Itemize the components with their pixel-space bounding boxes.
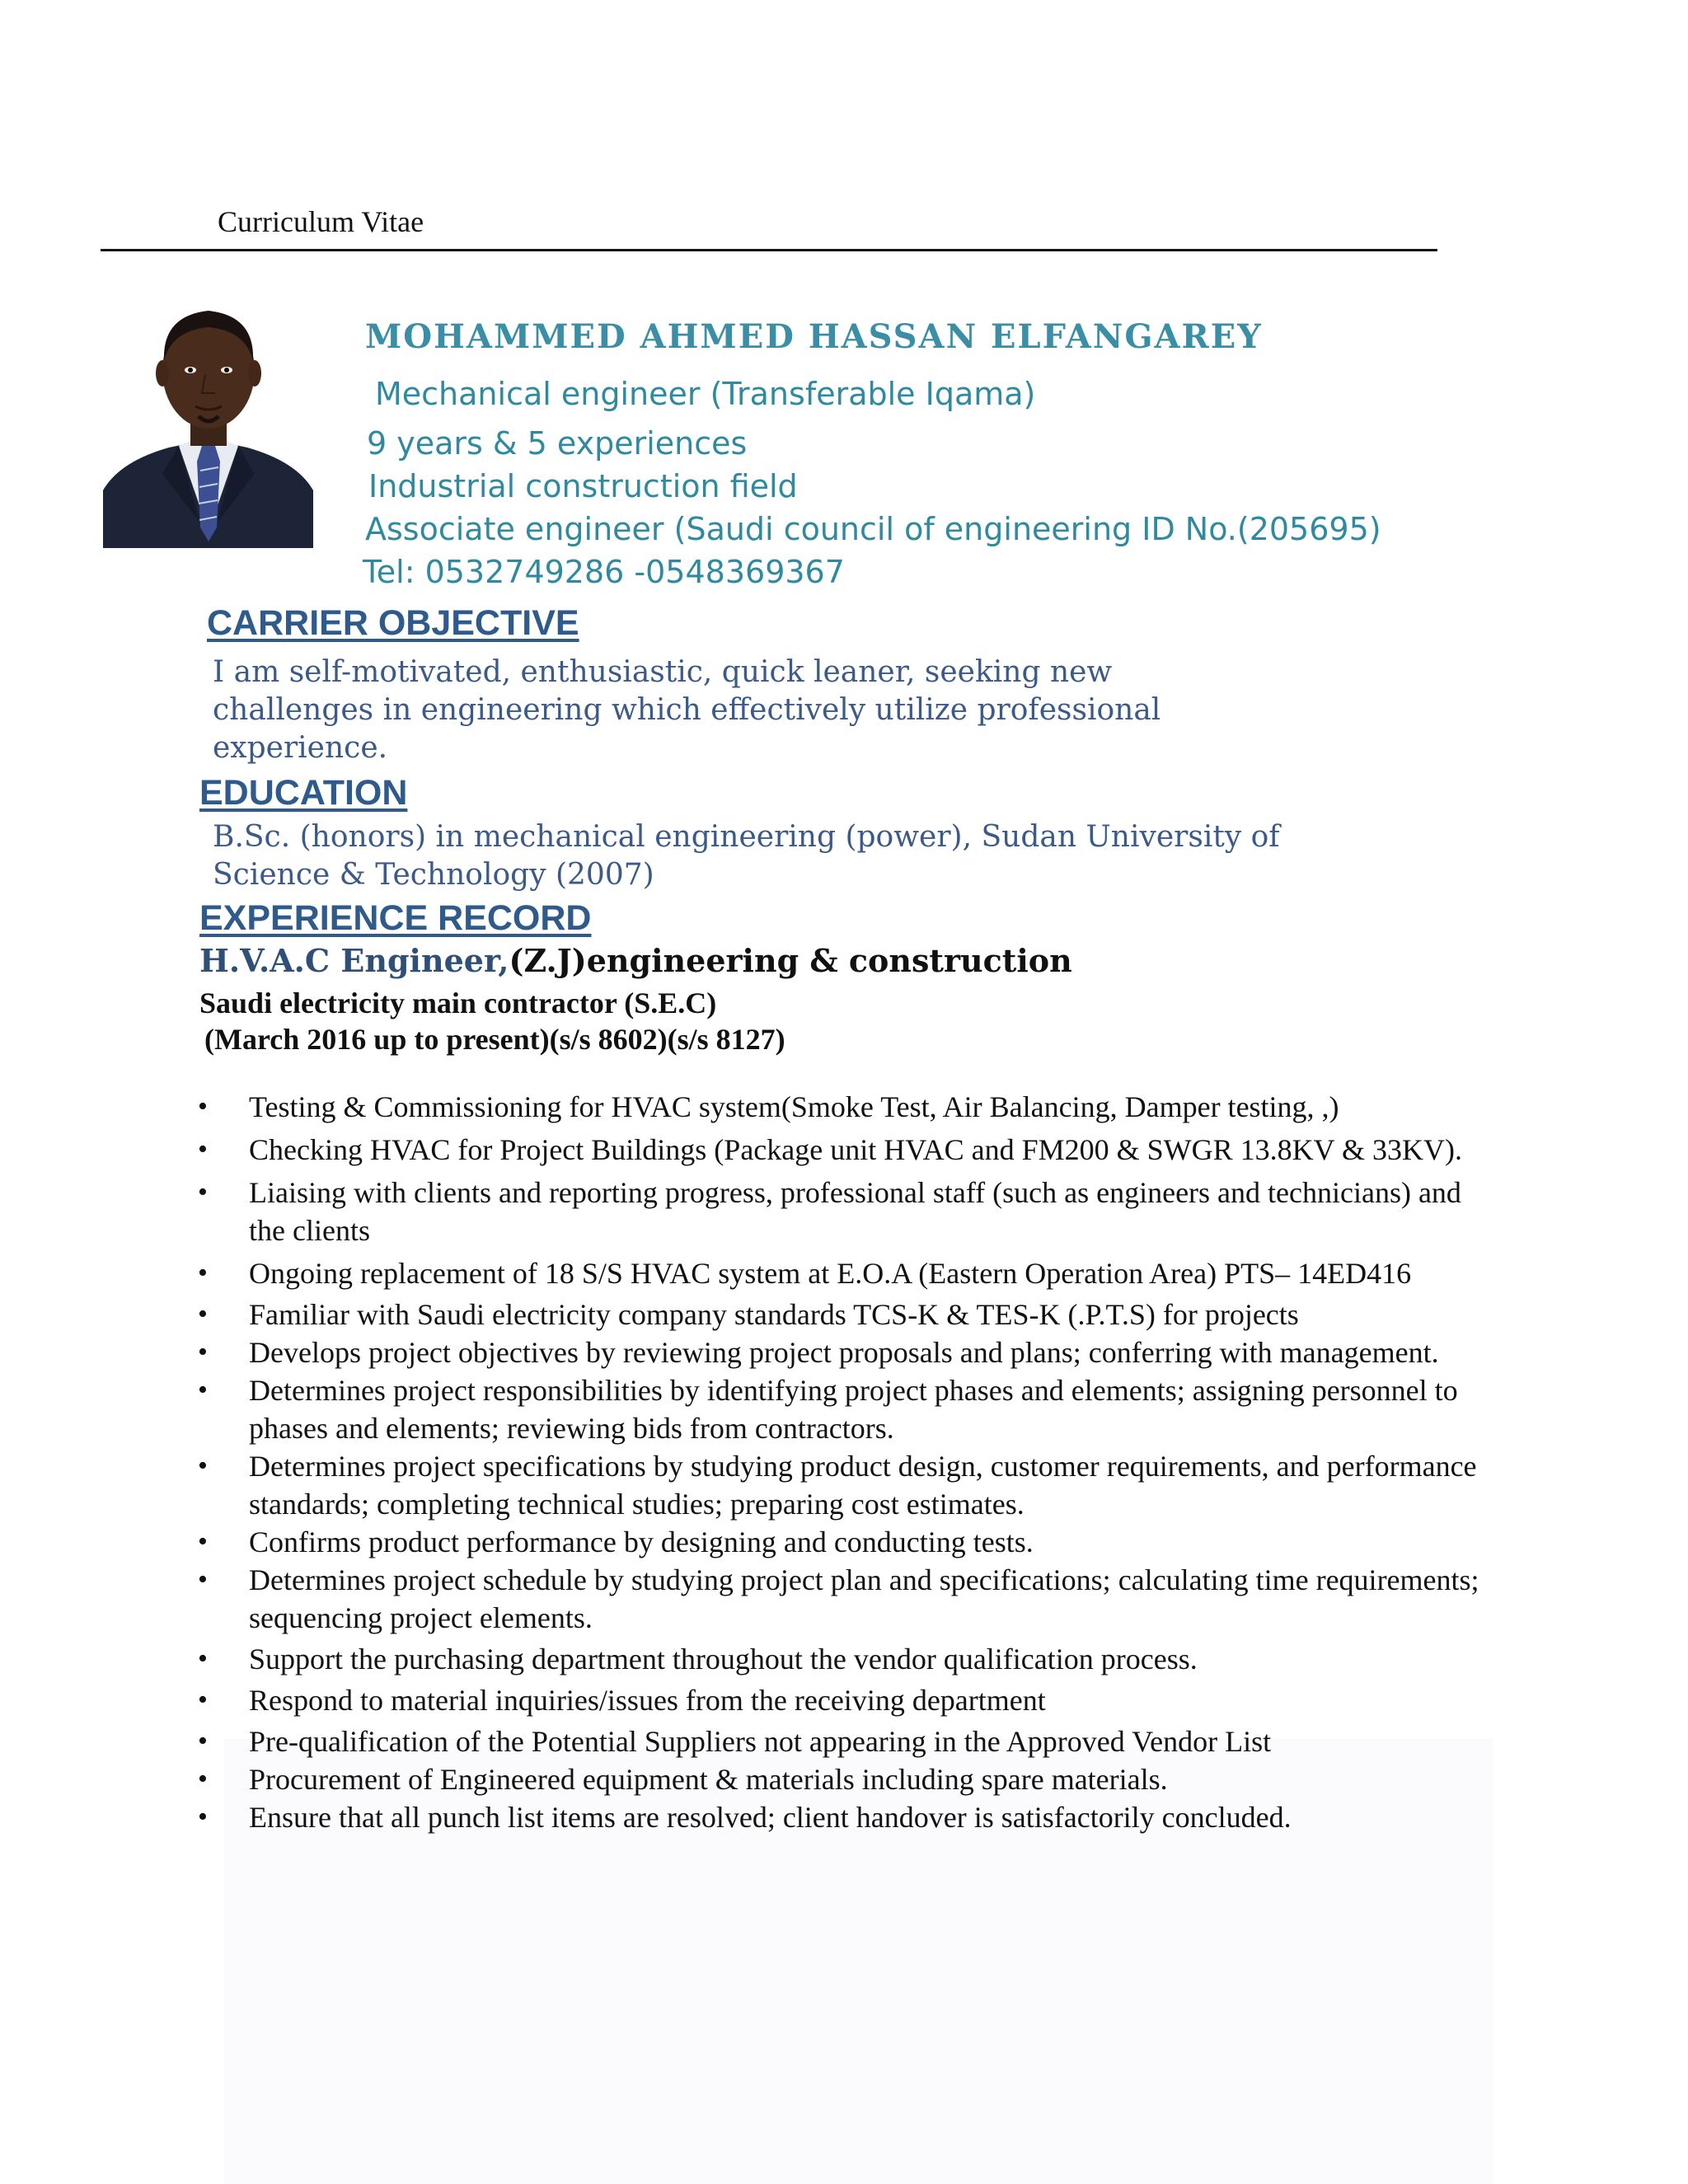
duty-item: • Determines project specifications by studying product design, customer requirements, and performance standards; completing technical studies; preparing cost estimates. (198, 1447, 1500, 1523)
duty-item: • Support the purchasing department throughout the vendor qualification process. (198, 1640, 1500, 1678)
duty-item: • Liaising with clients and reporting progress, professional staff (such as engineers and technicians) and the clients (198, 1174, 1500, 1249)
duty-item: • Checking HVAC for Project Buildings (Package unit HVAC and FM200 & SWGR 13.8KV & 33KV). (198, 1131, 1500, 1169)
duty-item: • Confirms product performance by designing and conducting tests. (198, 1523, 1500, 1561)
education-line: Science & Technology (2007) (213, 858, 654, 892)
duty-item: • Procurement of Engineered equipment & materials including spare materials. (198, 1760, 1500, 1798)
education-line: B.Sc. (honors) in mechanical engineering (power), Sudan University of (213, 820, 1280, 854)
document-label: Curriculum Vitae (218, 205, 424, 238)
duty-item: • Ensure that all punch list items are resolved; client handover is satisfactorily concluded. (198, 1798, 1500, 1836)
duty-item: • Respond to material inquiries/issues from the receiving department (198, 1681, 1500, 1719)
headline-field: Industrial construction field (368, 468, 798, 504)
duty-item: • Testing & Commissioning for HVAC system(Smoke Test, Air Balancing, Damper testing, ,) (198, 1088, 1500, 1126)
header-rule (101, 249, 1437, 251)
education-heading: EDUCATION (199, 773, 408, 813)
objective-line: I am self-motivated, enthusiastic, quick leaner, seeking new (213, 655, 1113, 689)
job-title-role: H.V.A.C Engineer, (199, 942, 509, 979)
headline-experience: 9 years & 5 experiences (367, 425, 748, 462)
job-title-company: (Z.J)engineering & construction (509, 942, 1072, 979)
headline-membership: Associate engineer (Saudi council of engineering ID No.(205695) (365, 511, 1381, 547)
duty-item: • Determines project schedule by studying project plan and specifications; calculating time requirements; sequencing project elements. (198, 1561, 1500, 1637)
duty-item: • Develops project objectives by reviewing project proposals and plans; conferring with management. (198, 1333, 1500, 1371)
job-period: (March 2016 up to present)(s/s 8602)(s/s 8127) (204, 1023, 785, 1056)
experience-heading: EXPERIENCE RECORD (199, 898, 592, 938)
candidate-name: MOHAMMED AHMED HASSAN ELFANGAREY (365, 317, 1263, 356)
duty-item: • Familiar with Saudi electricity company standards TCS-K & TES-K (.P.T.S) for projects (198, 1296, 1500, 1333)
job-client: Saudi electricity main contractor (S.E.C) (199, 987, 717, 1019)
job-title (199, 942, 1072, 979)
headline-role: Mechanical engineer (Transferable Iqama) (375, 376, 1036, 412)
duty-item: • Determines project responsibilities by identifying project phases and elements; assigning personnel to phases and elements; reviewing bids from contractors. (198, 1371, 1500, 1447)
objective-line: challenges in engineering which effectively utilize professional (213, 693, 1161, 727)
objective-line: experience. (213, 731, 388, 765)
duty-item: • Pre-qualification of the Potential Suppliers not appearing in the Approved Vendor List (198, 1722, 1500, 1760)
duties-list (198, 1088, 1500, 1836)
headline-phone: Tel: 0532749286 -0548369367 (363, 554, 845, 590)
profile-photo (103, 284, 313, 548)
objective-heading: CARRIER OBJECTIVE (207, 603, 579, 643)
duty-item: • Ongoing replacement of 18 S/S HVAC system at E.O.A (Eastern Operation Area) PTS– 14ED416 (198, 1254, 1500, 1292)
